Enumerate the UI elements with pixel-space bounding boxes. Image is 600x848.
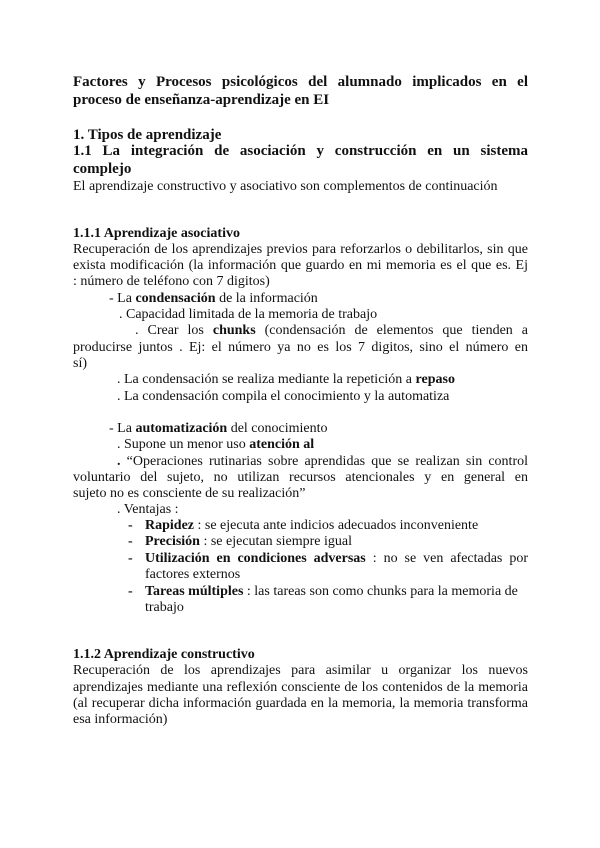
ventaja-adversas-term: Utilización en condiciones adversas xyxy=(145,551,366,566)
sub-item-chunks-line-1 xyxy=(135,323,528,339)
doc-title-line-2: proceso de enseñanza-aprendizaje en EI xyxy=(73,92,330,108)
ventaja-adversas-line-2: factores externos xyxy=(145,567,241,582)
heading-1-1-1: 1.1.1 Aprendizaje asociativo xyxy=(73,226,240,241)
quote-line-2: voluntario del sujeto, no utilizan recursos atencionales y en general en xyxy=(73,470,528,485)
sub-item-atencion xyxy=(117,437,314,453)
ventaja-precision-term: Precisión xyxy=(145,534,200,549)
bullet-automatizacion-term: automatización xyxy=(135,421,228,436)
paragraph-1-1-1-line-1: Recuperación de los aprendizajes previos para reforzarlos o debilitarlos, sin que xyxy=(73,242,528,257)
quote-line-1 xyxy=(117,454,528,470)
atencion-term: atención al xyxy=(249,437,315,452)
ventaja-2-dash: - xyxy=(128,534,133,549)
bullet-condensacion xyxy=(109,291,318,307)
sub-item-chunks-line-3: sí) xyxy=(73,356,87,371)
ventaja-rapidez-term: Rapidez xyxy=(145,518,194,533)
repaso-prefix: . La condensación se realiza mediante la repetición a xyxy=(117,372,416,387)
sub-item-chunks-line-2: producirse juntos . Ej: el número ya no es los 7 digitos, sino el número en xyxy=(73,340,528,355)
ventaja-1-dash: - xyxy=(128,518,133,533)
quote-line-3: sujeto no es consciente de su realización” xyxy=(73,486,306,501)
bullet-condensacion-prefix: - La xyxy=(109,291,136,306)
chunks-term: chunks xyxy=(212,323,256,338)
ventaja-adversas-line-1 xyxy=(145,551,528,567)
paragraph-1-1-1-line-2: exista modificación (la información que guardo en mi memoria es el que es. Ej xyxy=(73,258,528,273)
bullet-automatizacion-prefix: - La xyxy=(109,421,136,436)
doc-title-line-1: Factores y Procesos psicológicos del alumnado implicados en el xyxy=(73,74,528,90)
quote-bullet: . xyxy=(117,454,127,469)
bullet-automatizacion-suffix: del conocimiento xyxy=(227,421,328,436)
bullet-condensacion-suffix: de la información xyxy=(215,291,318,306)
paragraph-1-1-2-line-3: (al recuperar dicha información guardada en la memoria, la memoria transforma xyxy=(73,696,528,711)
paragraph-1-1-1-line-3: : número de teléfono con 7 digitos) xyxy=(73,274,270,289)
heading-1-1-2: 1.1.2 Aprendizaje constructivo xyxy=(73,647,255,662)
atencion-prefix: . Supone un menor uso xyxy=(117,437,250,452)
chunks-suffix: (condensación de elementos que tienden a xyxy=(255,323,528,338)
ventaja-precision-text: : se ejecutan siempre igual xyxy=(199,534,352,549)
bullet-automatizacion xyxy=(109,421,328,437)
ventaja-rapidez-text: : se ejecuta ante indicios adecuados inconveniente xyxy=(194,518,479,533)
ventaja-rapidez xyxy=(145,518,478,534)
sub-item-capacidad: . Capacidad limitada de la memoria de trabajo xyxy=(119,307,378,322)
sub-item-repaso xyxy=(117,372,455,388)
paragraph-1-1: El aprendizaje constructivo y asociativo son complementos de continuación xyxy=(73,179,498,194)
ventaja-adversas-text: : no se ven afectadas por xyxy=(365,551,529,566)
ventaja-precision xyxy=(145,534,352,550)
ventaja-tareas-term: Tareas múltiples xyxy=(145,584,244,599)
paragraph-1-1-2-line-1: Recuperación de los aprendizajes para asimilar u organizar los nuevos xyxy=(73,663,528,678)
sub-item-compila: . La condensación compila el conocimiento y la automatiza xyxy=(117,389,450,404)
repaso-term: repaso xyxy=(415,372,455,387)
ventaja-tareas-text: : las tareas son como chunks para la memoria de xyxy=(243,584,518,599)
paragraph-1-1-2-line-4: esa información) xyxy=(73,712,168,727)
heading-1: 1. Tipos de aprendizaje xyxy=(73,127,222,143)
ventaja-3-dash: - xyxy=(128,551,133,566)
chunks-prefix: . Crear los xyxy=(135,323,213,338)
ventaja-4-dash: - xyxy=(128,584,133,599)
heading-1-1-line-1: 1.1 La integración de asociación y construcción en un sistema xyxy=(73,143,528,159)
bullet-condensacion-term: condensación xyxy=(135,291,216,306)
quote-text-1: “Operaciones rutinarias sobre aprendidas que se realizan sin control xyxy=(126,454,529,469)
ventaja-tareas-line-1 xyxy=(145,584,518,600)
ventajas-label: . Ventajas : xyxy=(117,502,179,517)
paragraph-1-1-2-line-2: aprendizajes mediante una reflexión consciente de los contenidos de la memoria xyxy=(73,680,528,695)
ventaja-tareas-line-2: trabajo xyxy=(145,600,184,615)
heading-1-1-line-2: complejo xyxy=(73,161,132,177)
